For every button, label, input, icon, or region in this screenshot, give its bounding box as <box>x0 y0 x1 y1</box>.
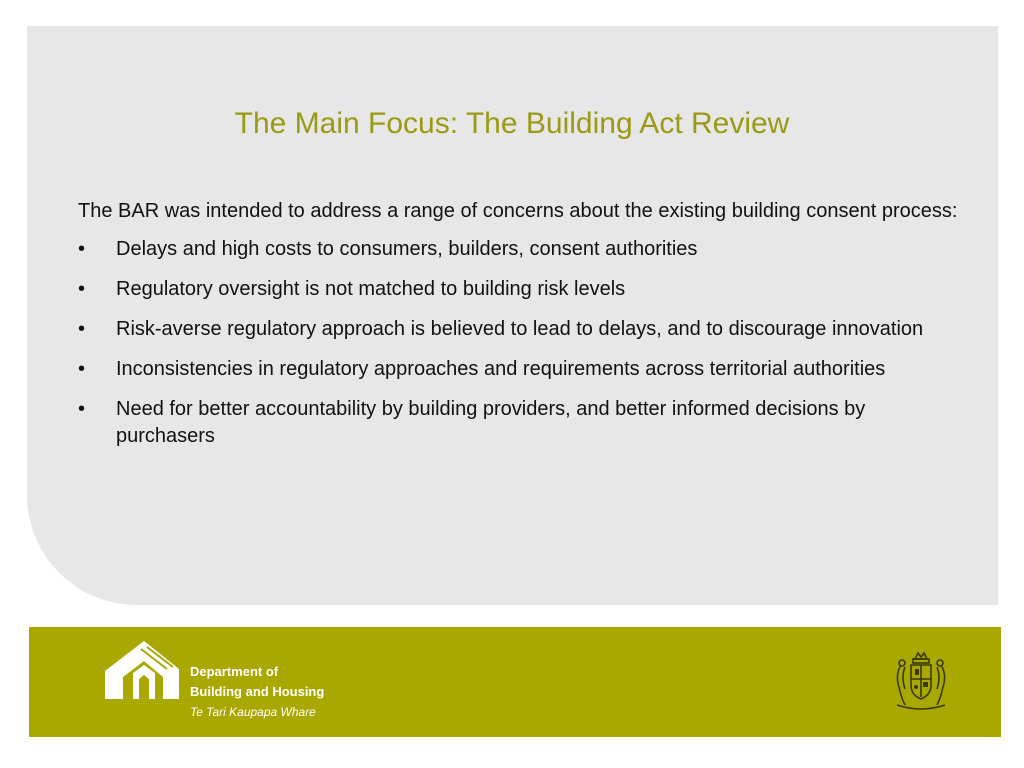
bullet-marker: • <box>78 278 86 300</box>
slide-body <box>78 198 958 463</box>
bullet-text: Regulatory oversight is not matched to building risk levels <box>116 278 626 300</box>
bullet-item <box>78 396 958 450</box>
bullet-text: Inconsistencies in regulatory approaches and requirements across territorial authorities <box>116 358 886 380</box>
footer-band <box>29 627 1001 737</box>
bullet-item <box>78 276 958 303</box>
org-name-line1: Department of <box>190 664 279 679</box>
bullet-list <box>78 236 958 450</box>
bullet-text: Risk-averse regulatory approach is believed to lead to delays, and to discourage innovation <box>116 318 924 340</box>
bullet-marker: • <box>78 238 86 260</box>
bullet-marker: • <box>78 398 86 420</box>
bullet-marker: • <box>78 358 86 380</box>
bullet-item <box>78 316 958 343</box>
slide-title: The Main Focus: The Building Act Review <box>234 107 790 140</box>
intro-paragraph: The BAR was intended to address a range of concerns about the existing building consent process: <box>78 200 958 222</box>
bullet-marker: • <box>78 318 86 340</box>
org-name-maori: Te Tari Kaupapa Whare <box>190 705 316 719</box>
bullet-item <box>78 356 958 383</box>
coat-of-arms-icon <box>889 651 953 711</box>
bullet-text: Need for better accountability by building providers, and better informed decisions by purchasers <box>116 398 866 447</box>
bullet-text: Delays and high costs to consumers, builders, consent authorities <box>116 238 698 260</box>
org-logo-text <box>190 662 324 722</box>
org-name-line2: Building and Housing <box>190 684 325 699</box>
bullet-item <box>78 236 958 263</box>
house-logo-icon <box>103 639 181 701</box>
